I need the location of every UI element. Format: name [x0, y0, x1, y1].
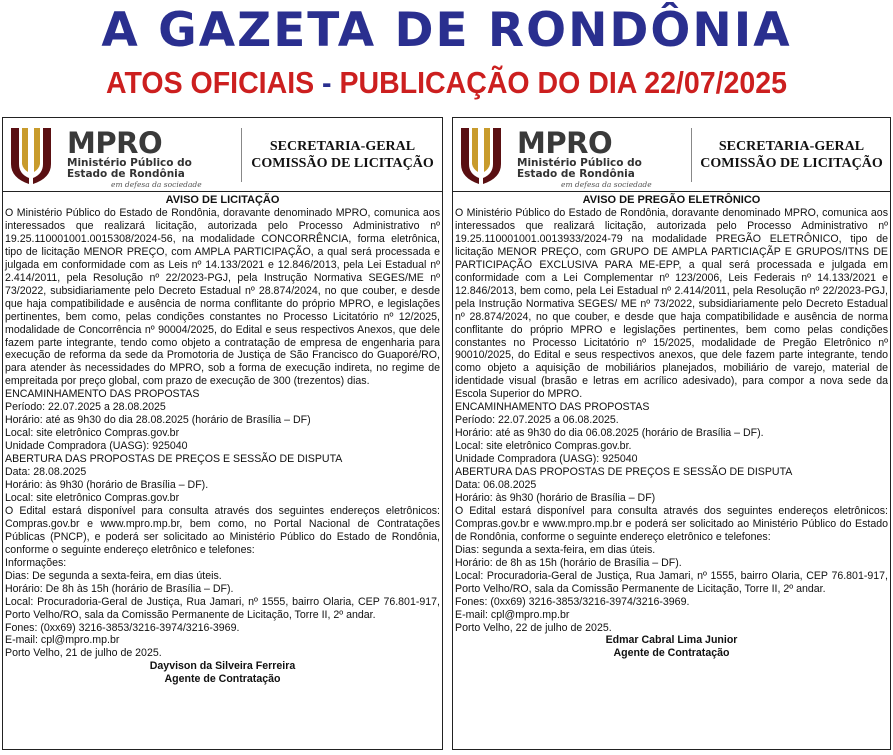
notice-body [3, 192, 442, 686]
commission-name: COMISSÃO DE LICITAÇÃO [251, 155, 434, 171]
publication-date: PUBLICAÇÃO DO DIA 22/07/2025 [339, 65, 787, 100]
info-line: E-mail: cpl@mpro.mp.br [455, 608, 570, 621]
info-line: Fones: (0xx69) 3216-3853/3216-3974/3216-3969. [5, 621, 240, 634]
department-name: SECRETARIA-GERAL [718, 138, 865, 154]
notice-paragraph: O Ministério Público do Estado de Rondônia, doravante denominado MPRO, comunica aos interessados que realizará licitação, autorizada pelo Processo Administrativo nº 19.25.110001001.0013933/2024-79 na modalidade PREGÃO ELETRÔNICO, tipo de licitação MENOR PREÇO, com GRUPO DE AMPLA PARTICIAÇÃP E GRUPOS/ITNS DE PARTICIPAÇÃO EXCLUSIVA PARA ME-EPP, a qual será processada e julgada em conformidade com a Lei Complementar nº 123/2006, Leis Federais nº 14.133/2021 e 12.846/2013, bem como, pela Lei Estadual nº 2.414/2011, pela Resolução nº 22/2023-PGJ, pela Instrução Normativa SEGES/ ME nº 73/2022, subsidiariamente pelo Decreto Estadual nº 28.874/2024, no que couber, e desde que haja compatibilidade e ausência de norma conflitante do próprio MPRO e legislações pertinentes, bem como pelas condições constantes no Processo Licitatório nº 15/2025, modalidade de Pregão Eletrônico nº 90010/2025, do Edital e seus respectivos anexos, que dele fazem parte integrante, tendo como objeto a aquisição de mobiliários planejados, mobiliário de varejo, material de identidade visual (brasão e letras em acrílico adesivado), para compor a nova sede da Escola Superior do MPRO. [455, 207, 888, 401]
notice-pregao [452, 117, 891, 750]
mpro-shield-icon [9, 124, 53, 184]
brand-name: MPRO [67, 126, 163, 160]
info-line: Horário: até as 9h30 do dia 28.08.2025 (horário de Brasília – DF) [5, 414, 311, 427]
subhead-separator: - [314, 65, 340, 100]
mpro-shield-icon [459, 124, 503, 184]
info-line: ENCAMINHAMENTO DAS PROPOSTAS [455, 401, 650, 414]
brand-name: MPRO [517, 126, 613, 160]
info-line: Local: site eletrônico Compras.gov.br [5, 427, 180, 440]
notice-body [453, 192, 890, 660]
signer-role: Agente de Contratação [164, 673, 281, 686]
info-line: Dias: De segunda a sexta-feira, em dias úteis. [5, 569, 222, 582]
info-line: Local: site eletrônico Compras.gov.br. [455, 440, 632, 453]
info-line: Unidade Compradora (UASG): 925040 [455, 453, 638, 466]
info-line: Horário: até as 9h30 do dia 06.08.2025 (horário de Brasília – DF). [455, 427, 764, 440]
info-line: Porto Velho, 22 de julho de 2025. [455, 621, 612, 634]
brand-sub-1: Ministério Público do [517, 157, 642, 169]
info-line: Data: 28.08.2025 [5, 466, 87, 479]
info-line: ENCAMINHAMENTO DAS PROPOSTAS [5, 388, 200, 401]
brand-sub-1: Ministério Público do [67, 157, 192, 169]
info-line: Fones: (0xx69) 3216-3853/3216-3974/3216-3969. [455, 595, 690, 608]
header-divider [241, 128, 242, 182]
info-line: Informações: [5, 556, 67, 569]
newspaper-masthead: A GAZETA DE RONDÔNIA [101, 3, 792, 58]
notice-licitacao [2, 117, 443, 750]
info-line: Período: 22.07.2025 a 28.08.2025 [5, 401, 166, 414]
mpro-logo [459, 124, 689, 189]
atos-oficiais-label: ATOS OFICIAIS [106, 65, 315, 100]
signer-role: Agente de Contratação [613, 647, 730, 660]
info-line: Data: 06.08.2025 [455, 479, 537, 492]
notice-header [453, 118, 890, 192]
notice-header [3, 118, 442, 192]
address-paragraph: Local: Procuradoria-Geral de Justiça, Rua Jamari, nº 1555, bairro Olaria, CEP 76.801-917, Porto Velho/RO, sala da Comissão Permanente de Licitação, Torre II, 2º andar. [455, 569, 888, 595]
brand-tagline: em defesa da sociedade [561, 180, 652, 189]
mpro-logo [9, 124, 239, 189]
info-line: Período: 22.07.2025 a 06.08.2025. [455, 414, 619, 427]
info-line: ABERTURA DAS PROPOSTAS DE PREÇOS E SESSÃO DE DISPUTA [455, 466, 793, 479]
department-block [693, 118, 890, 191]
info-line: Horário: De 8h às 15h (horário de Brasília – DF). [5, 582, 234, 595]
mpro-brand [67, 128, 202, 190]
notice-paragraph: O Ministério Público do Estado de Rondônia, doravante denominado MPRO, comunica aos interessados que realizará licitação, autorizada pelo Processo Administrativo nº 19.25.110001001.0015308/2024-56, na modalidade CONCORRÊNCIA, forma eletrônica, tipo de licitação MENOR PREÇO, com AMPLA PARTICIPAÇÃO, a qual será processada e julgada em conformidade com as Leis nº 14.133/2021 e 12.846/2013, pela Lei Estadual nº 2.414/2011, pela Resolução nº 22/2023-PGJ, pela Instrução Normativa SEGES/ME nº 73/2022, subsidiariamente pelo Decreto Estadual nº 28.874/2024, no que couber, e desde que haja compatibilidade e ausência de norma conflitante do próprio MPRO, e legislações pertinentes, bem como, pelas condições constantes no Processo Licitatório nº 12/2025, modalidade de Concorrência nº 90004/2025, do Edital e seus respectivos Anexos, que dele fazem parte integrante, tendo como objeto a contratação de empresa de engenharia para execução de reforma da sede da Promotoria de Justiça de São Francisco do Guaporé/RO, para atender às necessidades do MPRO, sob a forma de execução indireta, no regime de empreitada por preço global, com prazo de execução de 300 (trezentos) dias. [5, 207, 440, 388]
info-line: Horário: às 9h30 (horário de Brasília – DF) [455, 491, 656, 504]
brand-sub-2: Estado de Rondônia [67, 168, 185, 180]
commission-name: COMISSÃO DE LICITAÇÃO [700, 155, 883, 171]
brand-sub-2: Estado de Rondônia [517, 168, 635, 180]
edital-paragraph: O Edital estará disponível para consulta através dos seguintes endereços eletrônicos: Compras.gov.br e www.mpro.mp.br, bem como, no Portal Nacional de Contratações Públicas (PNCP), e poderá ser solicitado ao Ministério Público do Estado de Rondônia, conforme o seguinte endereço eletrônico e telefones: [5, 504, 440, 556]
address-paragraph: Local: Procuradoria-Geral de Justiça, Rua Jamari, nº 1555, bairro Olaria, CEP 76.801-917, Porto Velho/RO, sala da Comissão Permanente de Licitação, Torre II, 2º andar. [5, 595, 440, 621]
edital-paragraph: O Edital estará disponível para consulta através dos seguintes endereços eletrônicos: Compras.gov.br e www.mpro.mp.br e poderá ser solicitado ao Ministério Público do Estado de Rondônia, conforme o seguinte endereço eletrônico e telefones: [455, 504, 888, 543]
info-line: Horário: de 8h as 15h (horário de Brasília – DF). [455, 556, 682, 569]
header-divider [691, 128, 692, 182]
info-line: Unidade Compradora (UASG): 925040 [5, 440, 188, 453]
notice-title: AVISO DE LICITAÇÃO [165, 194, 280, 206]
info-line: ABERTURA DAS PROPOSTAS DE PREÇOS E SESSÃO DE DISPUTA [5, 453, 343, 466]
info-line: Dias: segunda a sexta-feira, em dias úteis. [455, 543, 656, 556]
info-line: E-mail: cpl@mpro.mp.br [5, 634, 120, 647]
department-name: SECRETARIA-GERAL [269, 138, 416, 154]
mpro-brand [517, 128, 652, 190]
department-block [243, 118, 442, 191]
info-line: Horário: às 9h30 (horário de Brasília – DF). [5, 479, 209, 492]
info-line: Porto Velho, 21 de julho de 2025. [5, 647, 162, 660]
signer-name: Edmar Cabral Lima Junior [605, 634, 738, 647]
notice-title: AVISO DE PREGÃO ELETRÔNICO [582, 194, 761, 206]
info-line: Local: site eletrônico Compras.gov.br [5, 491, 180, 504]
brand-tagline: em defesa da sociedade [111, 180, 202, 189]
publication-subhead [36, 64, 858, 102]
signer-name: Dayvison da Silveira Ferreira [149, 660, 296, 673]
